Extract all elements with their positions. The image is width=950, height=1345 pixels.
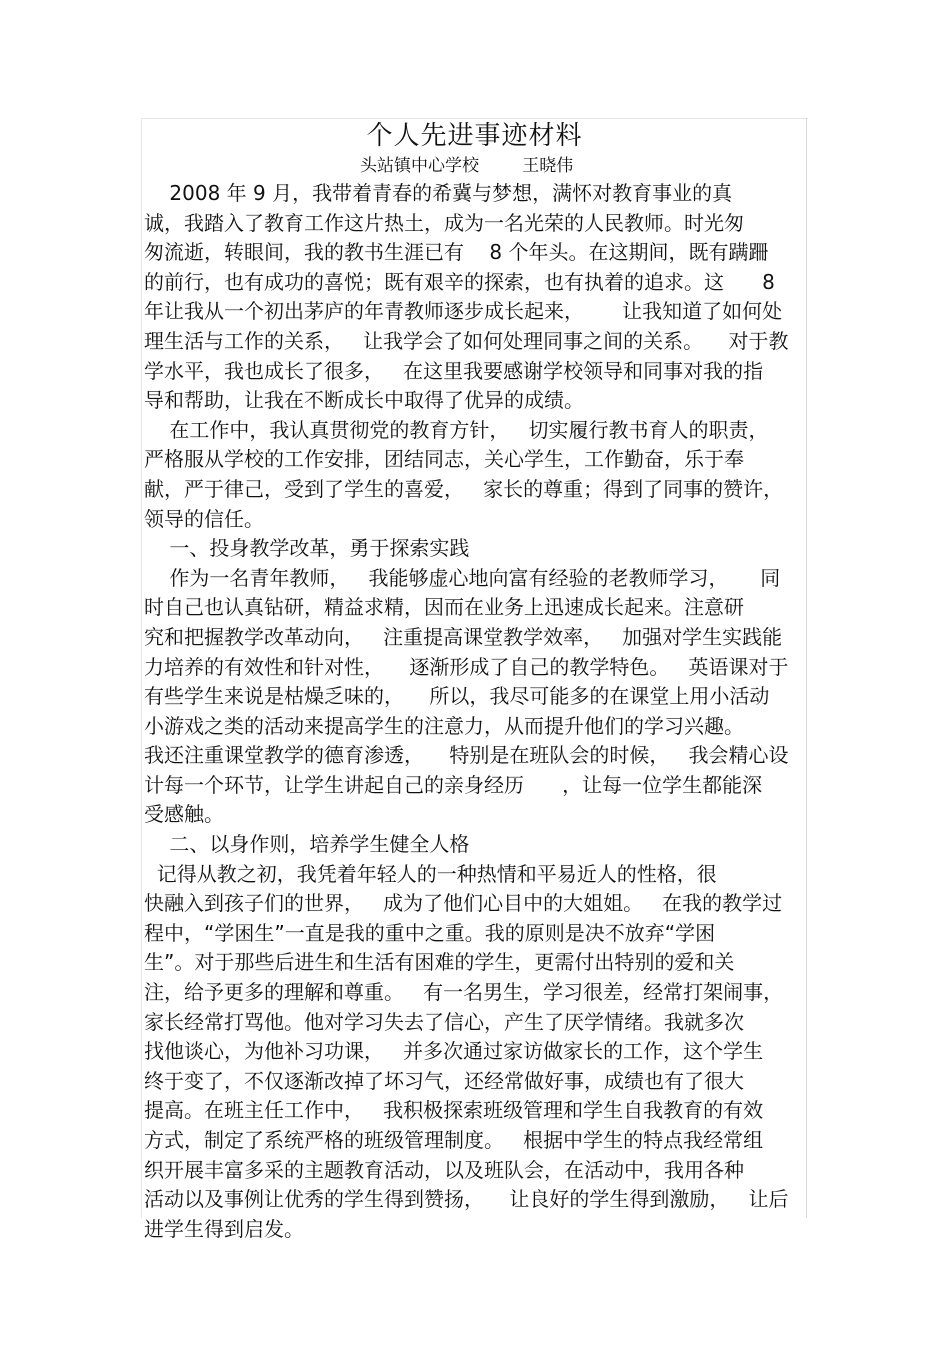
text-line: 一、投身教学改革，勇于探索实践 bbox=[144, 536, 470, 561]
text-line: 献，严于律己，受到了学生的喜爱， 家长的尊重；得到了同事的赞许， bbox=[144, 476, 784, 501]
text-line: 究和把握教学改革动向， 注重提高课堂教学效率， 加强对学生实践能 bbox=[144, 624, 783, 649]
text-line: 活动以及事例让优秀的学生得到赞扬， 让良好的学生得到激励， 让后 bbox=[144, 1187, 789, 1212]
text-line: 程中，“学困生”一直是我的重中之重。我的原则是决不放弃“学困 bbox=[144, 920, 716, 945]
text-line: 终于变了，不仅逐渐改掉了坏习气，还经常做好事，成绩也有了很大 bbox=[144, 1068, 744, 1093]
text-line: 2008 年 9 月，我带着青春的希冀与梦想，满怀对教育事业的真 bbox=[144, 181, 733, 205]
text-line: 提高。在班主任工作中， 我积极探索班级管理和学生自我教育的有效 bbox=[144, 1098, 764, 1123]
text-line: 我还注重课堂教学的德育渗透， 特别是在班队会的时候， 我会精心设 bbox=[144, 743, 789, 768]
text-line: 二、以身作则，培养学生健全人格 bbox=[144, 832, 470, 857]
text-line: 严格服从学校的工作安排，团结同志，关心学生，工作勤奋，乐于奉 bbox=[144, 447, 744, 472]
page-border-left bbox=[141, 118, 142, 1218]
text-line: 小游戏之类的活动来提高学生的注意力，从而提升他们的学习兴趣。 bbox=[144, 713, 744, 738]
text-line: 作为一名青年教师， 我能够虚心地向富有经验的老教师学习， 同 bbox=[144, 565, 781, 590]
text-line: 快融入到孩子们的世界， 成为了他们心目中的大姐姐。 在我的教学过 bbox=[144, 891, 783, 916]
text-line: 生”。对于那些后进生和生活有困难的学生，更需付出特别的爱和关 bbox=[144, 950, 735, 975]
text-line: 理生活与工作的关系， 让我学会了如何处理同事之间的关系。 对于教 bbox=[144, 328, 789, 353]
text-line: 织开展丰富多采的主题教育活动，以及班队会，在活动中，我用各种 bbox=[144, 1157, 744, 1182]
document-subtitle: 头站镇中心学校 王晓伟 bbox=[360, 156, 574, 176]
text-line: 时自己也认真钻研，精益求精，因而在业务上迅速成长起来。注意研 bbox=[144, 595, 744, 620]
text-line: 注，给予更多的理解和尊重。 有一名男生，学习很差，经常打架闹事， bbox=[144, 980, 784, 1005]
text-line: 学水平，我也成长了很多， 在这里我要感谢学校领导和同事对我的指 bbox=[144, 358, 764, 383]
text-line: 的前行，也有成功的喜悦；既有艰辛的探索，也有执着的追求。这 8 bbox=[144, 269, 775, 294]
document-body bbox=[144, 179, 808, 1244]
text-line: 受感触。 bbox=[144, 802, 224, 827]
text-line: 诚，我踏入了教育工作这片热土，成为一名光荣的人民教师。时光匆 bbox=[144, 210, 744, 235]
text-line: 计每一个环节，让学生讲起自己的亲身经历 ，让每一位学生都能深 bbox=[144, 772, 763, 797]
text-line: 领导的信任。 bbox=[144, 506, 264, 531]
text-line: 记得从教之初，我凭着年轻人的一种热情和平易近人的性格，很 bbox=[144, 861, 717, 886]
text-line: 方式，制定了系统严格的班级管理制度。 根据中学生的特点我经常组 bbox=[144, 1128, 764, 1152]
text-line: 在工作中，我认真贯彻党的教育方针， 切实履行教书育人的职责， bbox=[144, 417, 769, 442]
document-title: 个人先进事迹材料 bbox=[366, 121, 583, 151]
text-line: 导和帮助，让我在不断成长中取得了优异的成绩。 bbox=[144, 388, 584, 413]
text-line: 力培养的有效性和针对性， 逐渐形成了自己的教学特色。 英语课对于 bbox=[144, 654, 789, 679]
text-line: 进学生得到启发。 bbox=[144, 1216, 304, 1241]
text-line: 年让我从一个初出茅庐的年青教师逐步成长起来， 让我知道了如何处 bbox=[144, 299, 783, 324]
text-line: 家长经常打骂他。他对学习失去了信心，产生了厌学情绪。我就多次 bbox=[144, 1009, 744, 1034]
text-line: 有些学生来说是枯燥乏味的， 所以，我尽可能多的在课堂上用小活动 bbox=[144, 684, 770, 709]
text-line: 匆流逝，转眼间，我的教书生涯已有 8 个年头。在这期间，既有蹒跚 bbox=[144, 240, 769, 265]
text-line: 找他谈心，为他补习功课， 并多次通过家访做家长的工作，这个学生 bbox=[144, 1039, 764, 1064]
